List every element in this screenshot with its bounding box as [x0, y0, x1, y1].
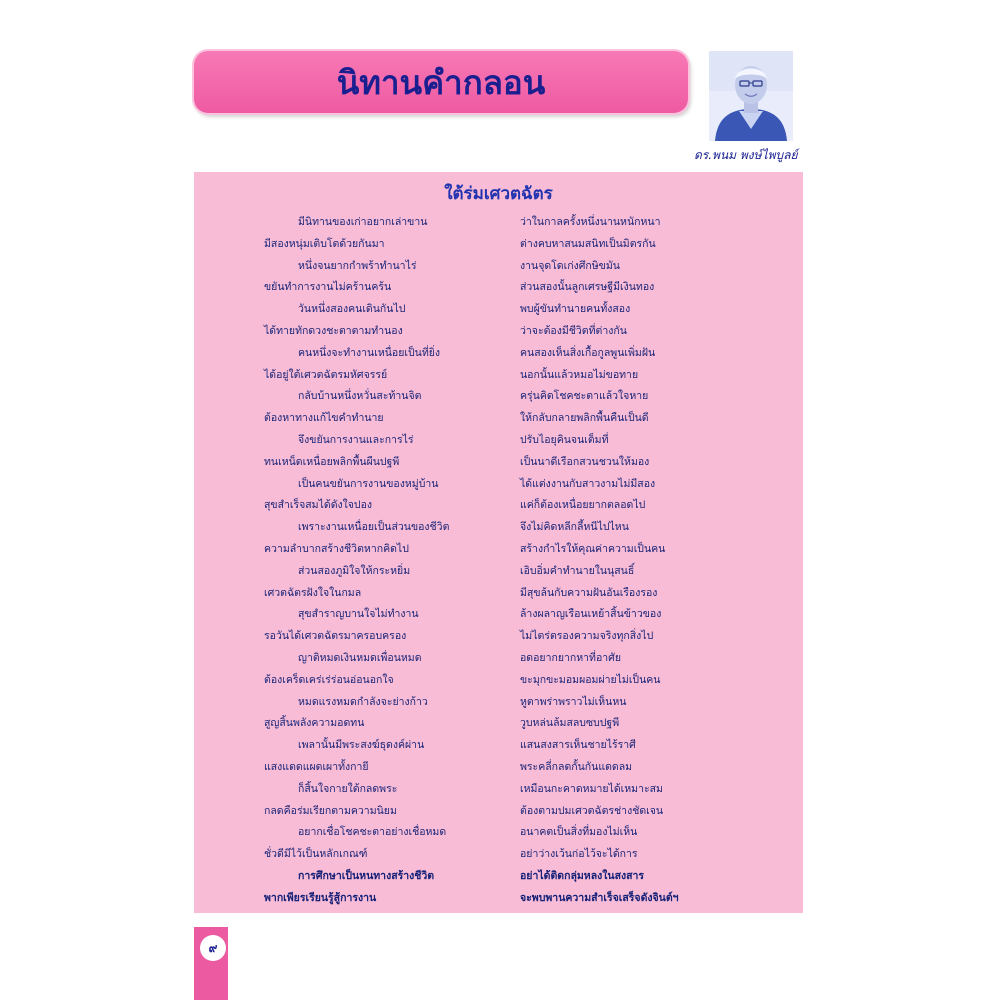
- poem-line: เหมือนกะคาดหมายได้เหมาะสม: [520, 782, 663, 795]
- poem-line: ต้องตามปมเศวตฉัตรช่างชัดเจน: [520, 804, 664, 817]
- poem-line: ได้แต่งงานกับสาวงามไม่มีสอง: [520, 477, 656, 490]
- poem-line: สุขสำเร็จสมได้ดังใจปอง: [264, 499, 373, 512]
- poem-line: ความลำบากสร้างชีวิตหากคิดไป: [264, 542, 409, 555]
- poem-line: ญาติหมดเงินหมดเพื่อนหมด: [298, 651, 422, 664]
- poem-line: เศวตฉัตรฝังใจในกมล: [264, 586, 362, 599]
- poem-line: พากเพียรเรียนรู้สู้การงาน: [264, 891, 377, 904]
- poem-line: เป็นคนขยันการงานของหมู่บ้าน: [298, 477, 439, 490]
- poem-line: ได้ทายทักดวงชะตาตามทำนอง: [264, 324, 403, 337]
- poem-line: ก็สิ้นใจกายใต้กลดพระ: [298, 782, 398, 795]
- poem-line: อย่าได้ติดกลุ่มหลงในสงสาร: [520, 869, 645, 882]
- poem-line: อนาคตเป็นสิ่งที่มองไม่เห็น: [520, 826, 638, 839]
- author-portrait-image: [709, 51, 793, 141]
- poem-line: แสนสงสารเห็นชายไร้ราศี: [520, 739, 636, 752]
- title-banner: [194, 51, 688, 113]
- poem-title: ใต้ร่มเศวตฉัตร: [444, 184, 553, 204]
- author-photo: [709, 51, 793, 141]
- poem-line: ว่าจะต้องมีชีวิตที่ต่างกัน: [520, 324, 627, 337]
- poem-line: งานจุดโดเก่งศึกษิขมัน: [520, 259, 620, 272]
- poem-line: แสงแดดแผดเผาทั้งกายี: [264, 760, 369, 773]
- poem-line: ขยันทำการงานไม่คร้านคร้น: [264, 281, 392, 294]
- poem-line: มีสองหนุ่มเติบโตด้วยกันมา: [264, 237, 385, 250]
- poem-line: คนหนึ่งจะทำงานเหนื่อยเป็นที่ยิ่ง: [298, 346, 441, 359]
- poem-line: คนสองเห็นสิ่งเกื้อกูลพูนเพิ่มฝัน: [520, 346, 656, 359]
- poem-line: พบผู้ขันทำนายคนทั้งสอง: [520, 303, 631, 316]
- poem-left-column: [264, 212, 544, 910]
- page-number: ๙: [200, 935, 226, 961]
- poem-box: [194, 172, 803, 913]
- poem-line: แค่ก็ต้องเหนื่อยยากตลอดไป: [520, 499, 646, 512]
- poem-line: ส่วนสองนั้นลูกเศรษฐีมีเงินทอง: [520, 281, 655, 294]
- poem-line: ขะมุกขะมอมผอมผ่ายไม่เป็นคน: [520, 673, 661, 686]
- poem-line: เพราะงานเหนื่อยเป็นส่วนของชีวิต: [298, 521, 450, 534]
- poem-line: มีสุขล้นกับความฝันอันเรืองรอง: [520, 586, 658, 599]
- poem-line: ครุ่นคิดโชคชะตาแล้วใจหาย: [520, 390, 649, 403]
- poem-line: การศึกษาเป็นหนทางสร้างชีวิต: [298, 869, 435, 882]
- page-title: นิทานคำกลอน: [336, 62, 546, 102]
- poem-line: ปรับไอยุคินจนเต็มที่: [520, 433, 609, 446]
- poem-line: ไม่ไตร่ตรองความจริงทุกสิ่งไป: [520, 630, 654, 643]
- poem-line: อดอยากยากหาที่อาศัย: [520, 651, 622, 664]
- poem-line: สูญสิ้นพลังความอดทน: [264, 717, 365, 730]
- poem-line: เป็นนาดีเรือกสวนชวนให้มอง: [520, 455, 650, 468]
- poem-line: ต่างคบหาสนมสนิทเป็นมิตรกัน: [520, 237, 656, 250]
- poem-line: พระคลี่กลดกั้นกันแดดลม: [520, 760, 633, 773]
- author-name: ดร.พนม พงษ์ไพบูลย์: [694, 148, 798, 162]
- poem-line: อย่าว่างเว้นก่อไว้จะได้การ: [520, 848, 638, 861]
- poem-line: รอวันได้เศวตฉัตรมาครอบครอง: [264, 630, 407, 643]
- poem-right-column: [520, 212, 800, 910]
- poem-line: จะพบพานความสำเร็จเสร็จดังจินต์ฯ: [520, 891, 679, 904]
- poem-line: ต้องเคร็ดเคร่เร่ร่อนอ่อนอกใจ: [264, 673, 394, 686]
- poem-line: หูตาพร่าพราวไม่เห็นหน: [520, 695, 627, 708]
- poem-line: วูบหล่นล้มสลบซบปฐพี: [520, 717, 620, 730]
- poem-line: หมดแรงหมดกำลังจะย่างก้าว: [298, 695, 428, 708]
- poem-line: นอกนั้นแล้วหมอไม่ขอทาย: [520, 368, 639, 381]
- poem-line: เพลานั้นมีพระสงฆ์ธุดงค์ผ่าน: [298, 739, 425, 752]
- poem-line: ต้องหาทางแก้ไขคำทำนาย: [264, 412, 384, 425]
- poem-line: ได้อยู่ใต้เศวตฉัตรมหัศจรรย์: [264, 368, 388, 381]
- poem-line: สุขสำราญบานใจไม่ทำงาน: [298, 608, 419, 621]
- poem-line: ให้กลับกลายพลิกพื้นคืนเป็นดี: [520, 412, 649, 425]
- poem-line: กลดคือร่มเรียกตามความนิยม: [264, 804, 397, 817]
- poem-line: อยากเชื่อโชคชะตาอย่างเชื่อหมด: [298, 826, 447, 839]
- poem-line: วันหนึ่งสองคนเดินกันไป: [298, 303, 406, 316]
- poem-line: กลับบ้านหนึ่งหวั่นสะท้านจิต: [298, 390, 422, 403]
- poem-line: ว่าในกาลครั้งหนึ่งนานหนักหนา: [520, 216, 661, 228]
- poem-line: ทนเหน็ดเหนื่อยพลิกพื้นผืนปฐพี: [264, 455, 400, 468]
- poem-line: จึงไม่คิดหลีกลี้หนีไปไหน: [520, 521, 629, 534]
- poem-line: สร้างกำไรให้คุณค่าความเป็นคน: [520, 542, 666, 555]
- poem-line: หนึ่งจนยากกำพร้าทำนาไร่: [298, 259, 417, 272]
- poem-line: ชั่วดีมีไว้เป็นหลักเกณฑ์: [264, 848, 368, 861]
- poem-line: ส่วนสองภูมิใจให้กระหยิ่ม: [298, 564, 411, 577]
- poem-line: ล้างผลาญเรือนเหย้าสิ้นข้าวของ: [520, 608, 662, 621]
- poem-line: จึงขยันการงานและการไร่: [298, 433, 414, 446]
- poem-line: มีนิทานของเก่าอยากเล่าขาน: [298, 216, 428, 228]
- poem-line: เอิบอิ่มคำทำนายในนุสนธิ์: [520, 564, 635, 577]
